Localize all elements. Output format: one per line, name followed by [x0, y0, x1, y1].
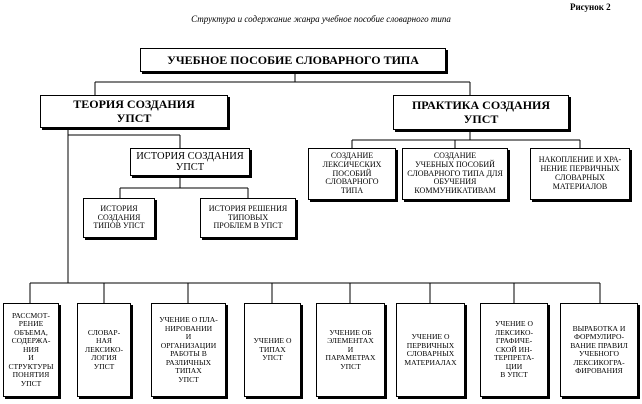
history-child-problems: ИСТОРИЯ РЕШЕНИЯ ТИПОВЫХ ПРОБЛЕМ В УПСТ	[200, 198, 296, 238]
history-node: ИСТОРИЯ СОЗДАНИЯ УПСТ	[130, 148, 250, 176]
theory-category-planning: УЧЕНИЕ О ПЛА- НИРОВАНИИ И ОРГАНИЗАЦИИ РАБОТЫ В РАЗЛИЧНЫХ ТИПАХ УПСТ	[151, 303, 226, 397]
practice-child-communicative-manuals: СОЗДАНИЕ УЧЕБНЫХ ПОСОБИЙ СЛОВАРНОГО ТИПА ДЛЯ ОБУЧЕНИЯ КОММУНИКАТИВАМ	[402, 148, 508, 200]
theory-category-primary-materials: УЧЕНИЕ О ПЕРВИЧНЫХ СЛОВАРНЫХ МАТЕРИАЛАХ	[396, 303, 465, 397]
practice-child-lexical-manuals: СОЗДАНИЕ ЛЕКСИЧЕСКИХ ПОСОБИЙ СЛОВАРНОГО ТИПА	[308, 148, 396, 200]
practice-node: ПРАКТИКА СОЗДАНИЯ УПСТ	[393, 95, 569, 130]
theory-category-lexicology: СЛОВАР- НАЯ ЛЕКСИКО- ЛОГИЯ УПСТ	[77, 303, 131, 397]
diagram-subtitle: Структура и содержание жанра учебное пособие словарного типа	[191, 14, 451, 24]
theory-category-elements: УЧЕНИЕ ОБ ЭЛЕМЕНТАХ И ПАРАМЕТРАХ УПСТ	[316, 303, 385, 397]
figure-label: Рисунок 2	[570, 2, 611, 12]
theory-category-scope: РАССМОТ- РЕНИЕ ОБЪЕМА, СОДЕРЖА- НИЯ И СТРУКТУРЫ ПОНЯТИЯ УПСТ	[3, 303, 59, 397]
practice-child-primary-materials: НАКОПЛЕНИЕ И ХРА- НЕНИЕ ПЕРВИЧНЫХ СЛОВАРНЫХ МАТЕРИАЛОВ	[530, 148, 630, 200]
history-child-types: ИСТОРИЯ СОЗДАНИЯ ТИПОВ УПСТ	[83, 198, 155, 238]
theory-category-types: УЧЕНИЕ О ТИПАХ УПСТ	[244, 303, 301, 397]
theory-category-rules: ВЫРАБОТКА И ФОРМУЛИРО- ВАНИЕ ПРАВИЛ УЧЕБНОГО ЛЕКСИКОГРА- ФИРОВАНИЯ	[560, 303, 638, 397]
theory-category-interpretation: УЧЕНИЕ О ЛЕКСИКО- ГРАФИЧЕ- СКОЙ ИН- ТЕРПРЕТА- ЦИИ В УПСТ	[480, 303, 548, 397]
root-node: УЧЕБНОЕ ПОСОБИЕ СЛОВАРНОГО ТИПА	[140, 48, 446, 72]
theory-node: ТЕОРИЯ СОЗДАНИЯ УПСТ	[40, 95, 228, 128]
